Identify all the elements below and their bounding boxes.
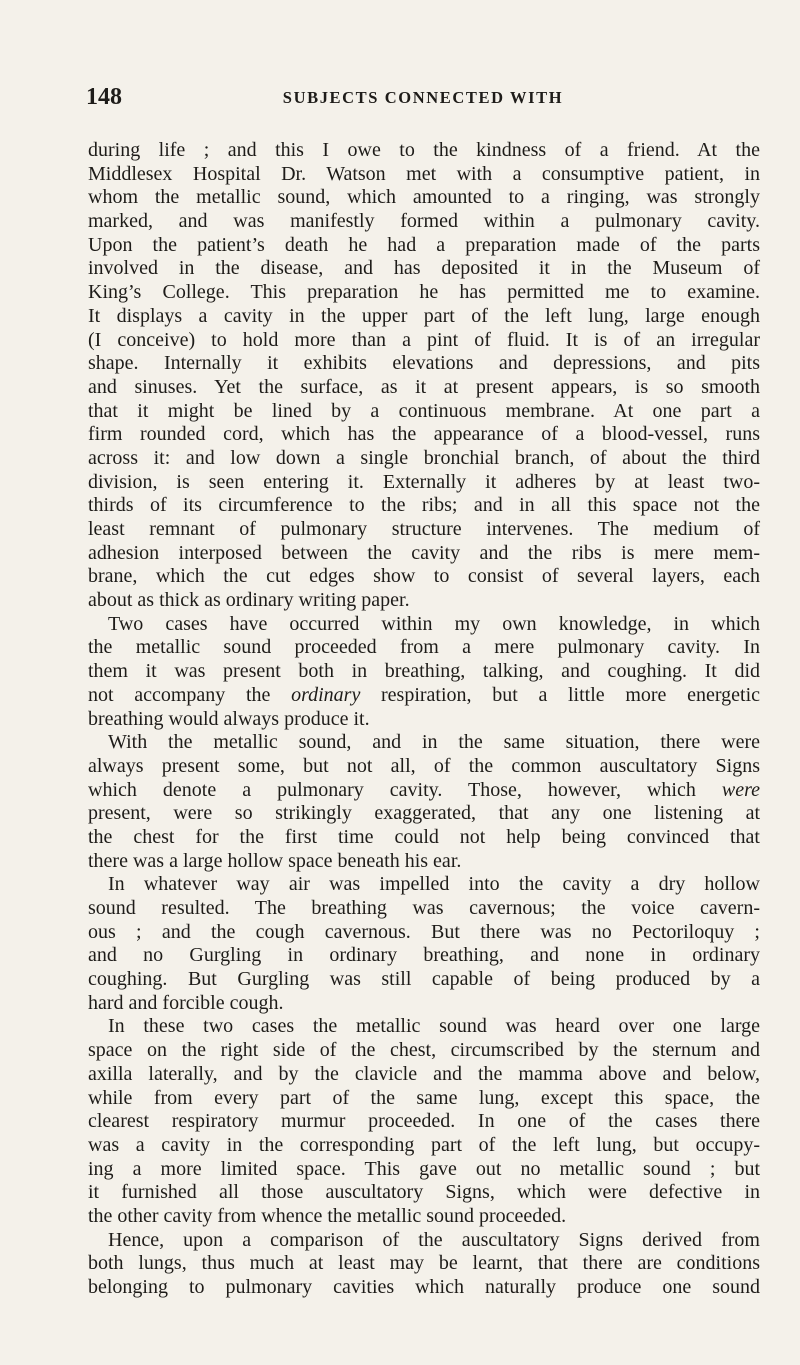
- text-line-segment: shape. Internally it exhibits elevations and depressions, and pits: [88, 352, 760, 375]
- text-line-segment: breathing would always produce it.: [88, 707, 370, 730]
- text-line-segment: Upon the patient’s death he had a preparation made of the parts: [88, 233, 760, 256]
- text-line-segment: always present some, but not all, of the common auscultatory Signs: [88, 754, 760, 777]
- text-line: [88, 660, 760, 684]
- text-line-segment: Middlesex Hospital Dr. Watson met with a consumptive patient, in: [88, 162, 760, 185]
- text-line: [88, 423, 760, 447]
- text-line-segment: there was a large hollow space beneath his ear.: [88, 849, 462, 872]
- text-line-segment: during life ; and this I owe to the kindness of a friend. At the: [88, 139, 760, 161]
- text-line-segment: hard and forcible cough.: [88, 991, 284, 1014]
- text-line-segment: both lungs, thus much at least may be learnt, that there are conditions: [88, 1252, 760, 1275]
- text-line-segment: belonging to pulmonary cavities which naturally produce one sound: [88, 1276, 760, 1298]
- text-line-segment: marked, and was manifestly formed within a pulmonary cavity.: [88, 210, 760, 233]
- text-line-segment: King’s College. This preparation he has permitted me to examine.: [88, 281, 760, 304]
- text-line: [88, 992, 760, 1016]
- text-line: [88, 1134, 760, 1158]
- text-line-segment: (I conceive) to hold more than a pint of fluid. It is of an irregular: [88, 328, 760, 351]
- text-line-segment: least remnant of pulmonary structure intervenes. The medium of: [88, 518, 760, 540]
- text-line-segment: space on the right side of the chest, circumscribed by the sternum and: [88, 1039, 760, 1062]
- text-line-segment: the metallic sound proceeded from a mere pulmonary cavity. In: [88, 636, 760, 659]
- text-line: [88, 186, 760, 210]
- text-line: [88, 1276, 760, 1300]
- text-line-segment: while from every part of the same lung, except this space, the: [88, 1086, 760, 1109]
- text-line: [88, 1015, 760, 1039]
- text-line-segment: Hence, upon a comparison of the auscultatory Signs derived from: [108, 1228, 760, 1251]
- text-line: [88, 873, 760, 897]
- text-line-segment: firm rounded cord, which has the appearance of a blood-vessel, runs: [88, 423, 760, 446]
- text-line-segment: which denote a pulmonary cavity. Those, however, which: [88, 778, 722, 801]
- text-line: [88, 352, 760, 376]
- text-line-segment: across it: and low down a single bronchial branch, of about the third: [88, 446, 760, 469]
- text-line-segment: respiration, but a little more energetic: [360, 683, 760, 706]
- text-line-segment: Two cases have occurred within my own knowledge, in which: [108, 612, 760, 635]
- text-line-segment: ing a more limited space. This gave out no metallic sound ; but: [88, 1157, 760, 1180]
- text-line-segment: the other cavity from whence the metallic sound proceeded.: [88, 1204, 567, 1227]
- text-line-segment: and no Gurgling in ordinary breathing, and none in ordinary: [88, 944, 760, 967]
- text-line-segment: it furnished all those auscultatory Signs, which were defective in: [88, 1181, 760, 1204]
- text-line: [88, 163, 760, 187]
- text-line: [88, 1039, 760, 1063]
- text-line: [88, 755, 760, 779]
- text-line: [88, 471, 760, 495]
- text-line: [88, 376, 760, 400]
- text-line: [88, 1063, 760, 1087]
- text-line: [88, 494, 760, 518]
- text-line: [88, 1158, 760, 1182]
- italic-word: ordinary: [291, 683, 361, 706]
- text-line: [88, 636, 760, 660]
- text-line: [88, 257, 760, 281]
- text-line: [88, 542, 760, 566]
- text-line-segment: was a cavity in the corresponding part of the left lung, but occupy-: [88, 1133, 760, 1156]
- text-line: [88, 708, 760, 732]
- text-line: [88, 944, 760, 968]
- text-line: [88, 731, 760, 755]
- text-line: [88, 565, 760, 589]
- text-line-segment: coughing. But Gurgling was still capable of being produced by a: [88, 968, 760, 991]
- text-line: [88, 1110, 760, 1134]
- italic-word: were: [721, 778, 760, 801]
- text-line: [88, 779, 760, 803]
- text-line: [88, 447, 760, 471]
- text-line: [88, 281, 760, 305]
- text-line: [88, 305, 760, 329]
- text-line: [88, 1181, 760, 1205]
- text-line-segment: division, is seen entering it. Externally it adheres by at least two-: [88, 470, 760, 493]
- text-line: [88, 968, 760, 992]
- text-line-segment: present, were so strikingly exaggerated, that any one listening at: [88, 802, 760, 825]
- text-line-segment: In these two cases the metallic sound was heard over one large: [108, 1015, 760, 1038]
- body-text: [88, 139, 760, 1300]
- text-line: [88, 684, 760, 708]
- text-line: [88, 1252, 760, 1276]
- text-line-segment: that it might be lined by a continuous membrane. At one part a: [88, 399, 760, 422]
- text-line: [88, 1205, 760, 1229]
- text-line: [88, 613, 760, 637]
- running-head: SUBJECTS CONNECTED WITH: [282, 88, 564, 107]
- text-line: [88, 826, 760, 850]
- text-line: [88, 802, 760, 826]
- text-line: [88, 518, 760, 542]
- text-line-segment: brane, which the cut edges show to consist of several layers, each: [88, 565, 760, 588]
- text-line: [88, 400, 760, 424]
- text-line-segment: and sinuses. Yet the surface, as it at present appears, is so smooth: [88, 375, 760, 398]
- text-line-segment: whom the metallic sound, which amounted to a ringing, was strongly: [88, 186, 760, 209]
- text-line: [88, 1229, 760, 1253]
- text-line: [88, 921, 760, 945]
- text-line-segment: In whatever way air was impelled into the cavity a dry hollow: [108, 873, 760, 896]
- text-line-segment: them it was present both in breathing, talking, and coughing. It did: [88, 660, 760, 683]
- text-line: [88, 329, 760, 353]
- text-line-segment: axilla laterally, and by the clavicle and the mamma above and below,: [88, 1062, 760, 1085]
- text-line-segment: With the metallic sound, and in the same situation, there were: [108, 731, 760, 754]
- text-line: [88, 139, 760, 163]
- text-line-segment: ous ; and the cough cavernous. But there was no Pectoriloquy ;: [88, 920, 760, 943]
- text-line-segment: It displays a cavity in the upper part of the left lung, large enough: [88, 304, 760, 327]
- text-line-segment: about as thick as ordinary writing paper.: [88, 589, 410, 612]
- text-line-segment: the chest for the first time could not help being convinced that: [88, 825, 760, 848]
- text-line-segment: involved in the disease, and has deposited it in the Museum of: [88, 257, 760, 280]
- page-header: [86, 84, 760, 114]
- text-line: [88, 210, 760, 234]
- text-line: [88, 1087, 760, 1111]
- text-line: [88, 850, 760, 874]
- text-line-segment: thirds of its circumference to the ribs; and in all this space not the: [88, 494, 760, 517]
- text-line-segment: clearest respiratory murmur proceeded. In one of the cases there: [88, 1110, 760, 1133]
- text-line: [88, 589, 760, 613]
- text-line-segment: not accompany the: [88, 683, 292, 706]
- page-number: 148: [86, 84, 122, 110]
- text-line: [88, 897, 760, 921]
- text-line-segment: sound resulted. The breathing was cavernous; the voice cavern-: [88, 897, 760, 919]
- text-line-segment: adhesion interposed between the cavity and the ribs is mere mem-: [88, 541, 760, 564]
- text-line: [88, 234, 760, 258]
